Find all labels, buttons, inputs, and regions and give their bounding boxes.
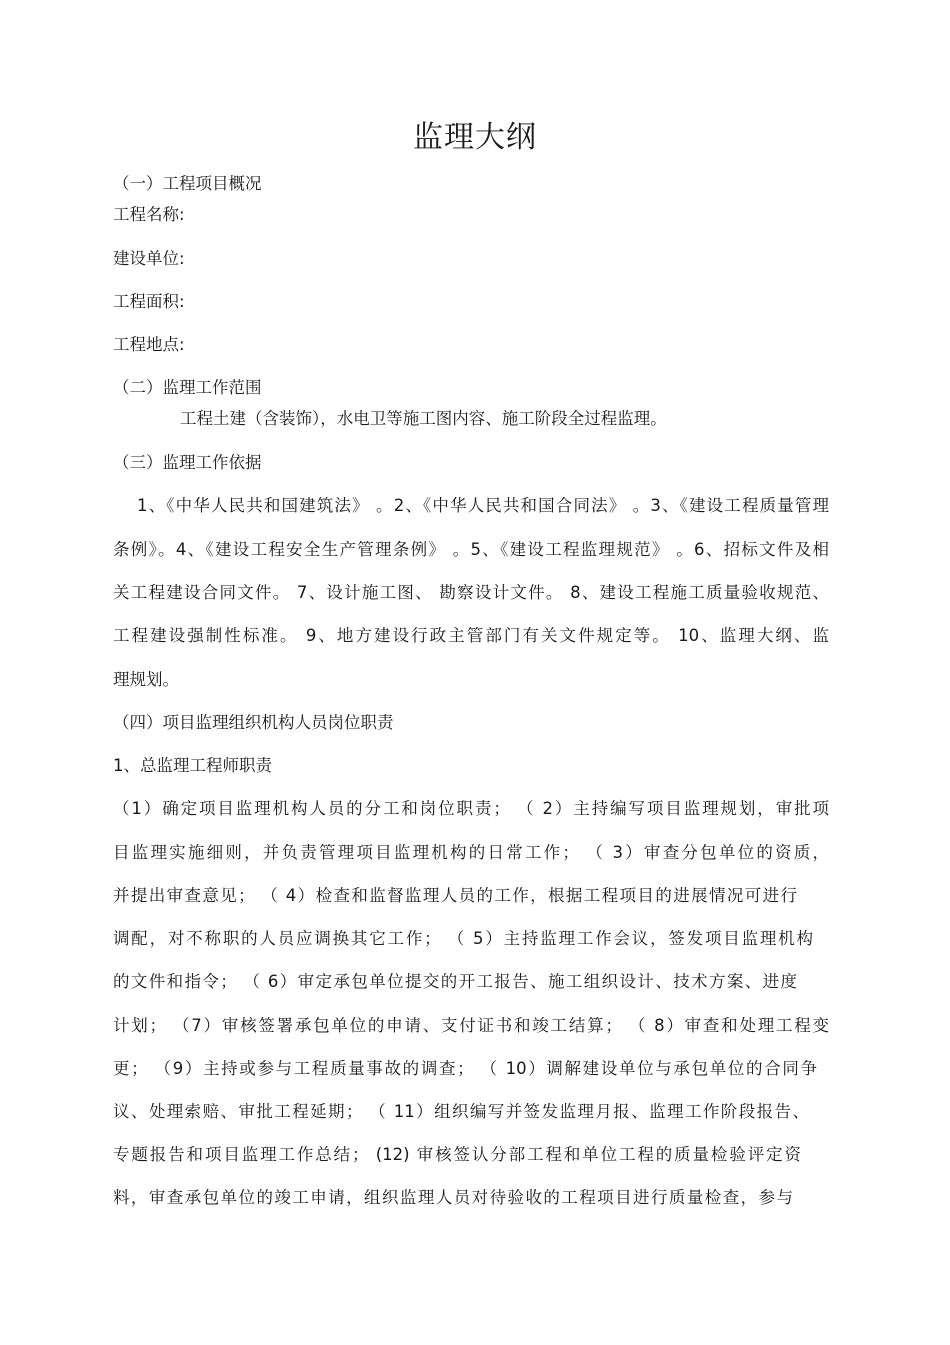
construction-unit-label: 建设单位: bbox=[113, 249, 185, 268]
duties-line-6: 计划； （7）审核签署承包单位的申请、支付证书和竣工结算； （ 8）审查和处理工程变 bbox=[113, 1016, 829, 1035]
section-2-heading: （二）监理工作范围 bbox=[113, 378, 262, 397]
basis-line-5: 理规划。 bbox=[113, 670, 179, 689]
project-name-label: 工程名称: bbox=[113, 205, 185, 224]
project-area-label: 工程面积: bbox=[113, 292, 185, 311]
duties-line-2: 目监理实施细则，并负责管理项目监理机构的日常工作； （ 3）审查分包单位的资质， bbox=[113, 843, 829, 862]
duties-line-8: 议、处理索赔、审批工程延期； （ 11）组织编写并签发监理月报、监理工作阶段报告、 bbox=[113, 1102, 809, 1121]
document-title: 监理大纲 bbox=[413, 120, 537, 155]
basis-line-1: 1、《中华人民共和国建筑法》 。2、《中华人民共和国合同法》 。3、《建设工程质量管理 bbox=[137, 496, 829, 515]
duties-line-3: 并提出审查意见； （ 4）检查和监督监理人员的工作，根据工程项目的进展情况可进行 bbox=[113, 886, 797, 905]
duties-line-5: 的文件和指令； （ 6）审定承包单位提交的开工报告、施工组织设计、技术方案、进度 bbox=[113, 972, 797, 991]
section-1-heading: （一）工程项目概况 bbox=[113, 174, 262, 193]
basis-line-4: 工程建设强制性标准。 9、地方建设行政主管部门有关文件规定等。 10、监理大纲、监 bbox=[113, 626, 829, 645]
chief-engineer-duties-heading: 1、总监理工程师职责 bbox=[113, 756, 272, 775]
basis-line-3: 关工程建设合同文件。 7、设计施工图、 勘察设计文件。 8、建设工程施工质量验收规范、 bbox=[113, 583, 829, 602]
section-4-heading: （四）项目监理组织机构人员岗位职责 bbox=[113, 713, 394, 732]
basis-line-2: 条例》。4、《建设工程安全生产管理条例》 。5、《建设工程监理规范》 。6、招标文件及相 bbox=[113, 540, 829, 559]
duties-line-4: 调配，对不称职的人员应调换其它工作； （ 5）主持监理工作会议，签发项目监理机构 bbox=[113, 929, 813, 948]
project-site-label: 工程地点: bbox=[113, 335, 185, 354]
duties-line-1: （1）确定项目监理机构人员的分工和岗位职责； （ 2）主持编写项目监理规划，审批项 bbox=[113, 799, 829, 818]
duties-line-7: 更； （9）主持或参与工程质量事故的调查； （ 10）调解建设单位与承包单位的合同争 bbox=[113, 1059, 817, 1078]
section-2-text: 工程土建（含装饰），水电卫等施工图内容、施工阶段全过程监理。 bbox=[180, 409, 667, 428]
duties-line-9: 专题报告和项目监理工作总结； (12) 审核签认分部工程和单位工程的质量检验评定资 bbox=[113, 1145, 801, 1164]
section-3-heading: （三）监理工作依据 bbox=[113, 453, 262, 472]
duties-line-10: 料，审查承包单位的竣工申请，组织监理人员对待验收的工程项目进行质量检查，参与 bbox=[113, 1188, 793, 1207]
